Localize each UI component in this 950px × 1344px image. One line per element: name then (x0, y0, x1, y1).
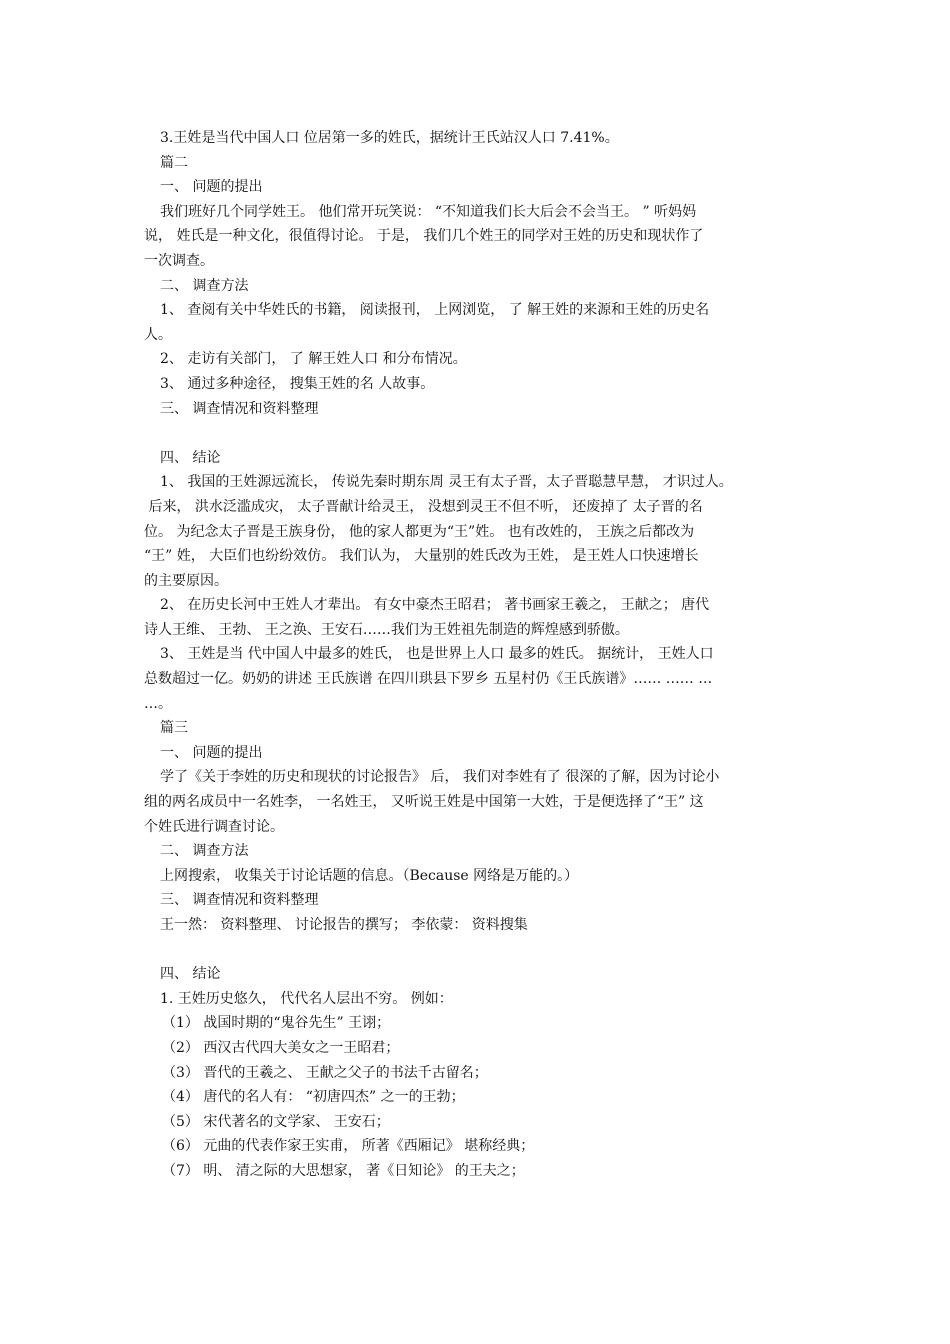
subsection-heading: 一、 问题的提出 (160, 744, 263, 761)
text-line: 1、 我国的王姓源远流长， 传说先秦时期东周 灵王有太子晋，太子晋聪慧早慧， 才识过人。 (160, 474, 733, 491)
text-line: 上网搜索， 收集关于讨论话题的信息。（Because 网络是万能的。） (160, 867, 579, 884)
subsection-heading: 二、 调查方法 (160, 843, 249, 860)
text-line: 总数超过一亿。奶奶的讲述 王氏族谱 在四川珙县下罗乡 五星村仍《王氏族谱》…… …… … (144, 671, 713, 688)
text-line: 说， 姓氏是一种文化，很值得讨论。 于是， 我们几个姓王的同学对王姓的历史和现状作了 (144, 228, 704, 245)
text-line: 诗人王维、 王勃、 王之涣、王安石……我们为王姓祖先制造的辉煌感到骄傲。 (144, 621, 629, 638)
subsection-heading: 三、 调查情况和资料整理 (160, 400, 319, 417)
list-item: （3） 晋代的王羲之、 王献之父子的书法千古留名； (162, 1064, 488, 1081)
text-line: 3、 王姓是当 代中国人中最多的姓氏， 也是世界上人口 最多的姓氏。 据统计， 王姓人口 (160, 646, 714, 663)
blank-line (144, 938, 824, 963)
subsection-heading: 二、 调查方法 (160, 277, 249, 294)
text-line: 组的两名成员中一名姓李， 一名姓王， 又听说王姓是中国第一大姓，于是便选择了“王” 这 (144, 794, 704, 811)
document-page (144, 126, 824, 1184)
section-heading: 篇三 (160, 720, 188, 737)
text-line: 王一然： 资料整理、 讨论报告的撰写； 李依蒙： 资料搜集 (160, 917, 528, 933)
subsection-heading: 四、 结论 (160, 449, 221, 466)
list-item: （1） 战国时期的“鬼谷先生” 王诩； (162, 1015, 391, 1032)
text-line: 2、 走访有关部门， 了 解王姓人口 和分布情况。 (160, 351, 467, 368)
text-line: 我们班好几个同学姓王。 他们常开玩笑说： “不知道我们长大后会不会当王。 ” 听妈妈 (160, 203, 697, 220)
text-line: 一次调查。 (144, 252, 214, 269)
subsection-heading: 三、 调查情况和资料整理 (160, 892, 319, 909)
text-line: 2、 在历史长河中王姓人才辈出。 有女中豪杰王昭君； 著书画家王羲之， 王献之； 唐代 (160, 597, 710, 614)
subsection-heading: 四、 结论 (160, 966, 221, 983)
list-item: （5） 宋代著名的文学家、 王安石； (162, 1113, 390, 1130)
text-line: 后来， 洪水泛滥成灾， 太子晋献计给灵王， 没想到灵王不但不听， 还废掉了 太子晋的名 (144, 498, 703, 515)
text-line: 1、 查阅有关中华姓氏的书籍， 阅读报刊， 上网浏览， 了 解王姓的来源和王姓的历史名 (160, 302, 710, 319)
subsection-heading: 一、 问题的提出 (160, 179, 263, 196)
text-line: …。 (144, 695, 172, 712)
text-line: 个姓氏进行调查讨论。 (144, 818, 284, 835)
text-line: “王” 姓， 大臣们也纷纷效仿。 我们认为， 大量别的姓氏改为王姓， 是王姓人口快速增长 (144, 548, 699, 565)
text-line: 的主要原因。 (144, 572, 228, 589)
text-line: 1. 王姓历史悠久， 代代名人层出不穷。 例如： (160, 990, 453, 1007)
blank-line (144, 421, 824, 446)
list-item: （2） 西汉古代四大美女之一王昭君； (162, 1039, 400, 1056)
list-item: （4） 唐代的名人有： “初唐四杰” 之一的王勃； (162, 1089, 465, 1106)
section-heading: 篇二 (160, 154, 188, 171)
list-item: （7） 明、 清之际的大思想家， 著《日知论》 的王夫之； (162, 1162, 525, 1179)
text-line: 学了《关于李姓的历史和现状的讨论报告》 后， 我们对李姓有了 很深的了解，因为讨论小 (160, 769, 720, 786)
list-item: （6） 元曲的代表作家王实甫， 所著《西厢记》 堪称经典； (162, 1138, 535, 1155)
text-line: 位。 为纪念太子晋是王族身份， 他的家人都更为“王”姓。 也有改姓的， 王族之后都改为 (144, 523, 695, 540)
text-line: 3.王姓是当代中国人口 位居第一多的姓氏，据统计王氏站汉人口 7.41%。 (160, 130, 619, 146)
text-line: 3、 通过多种途径， 搜集王姓的名 人故事。 (160, 375, 435, 392)
text-line: 人。 (144, 326, 172, 343)
